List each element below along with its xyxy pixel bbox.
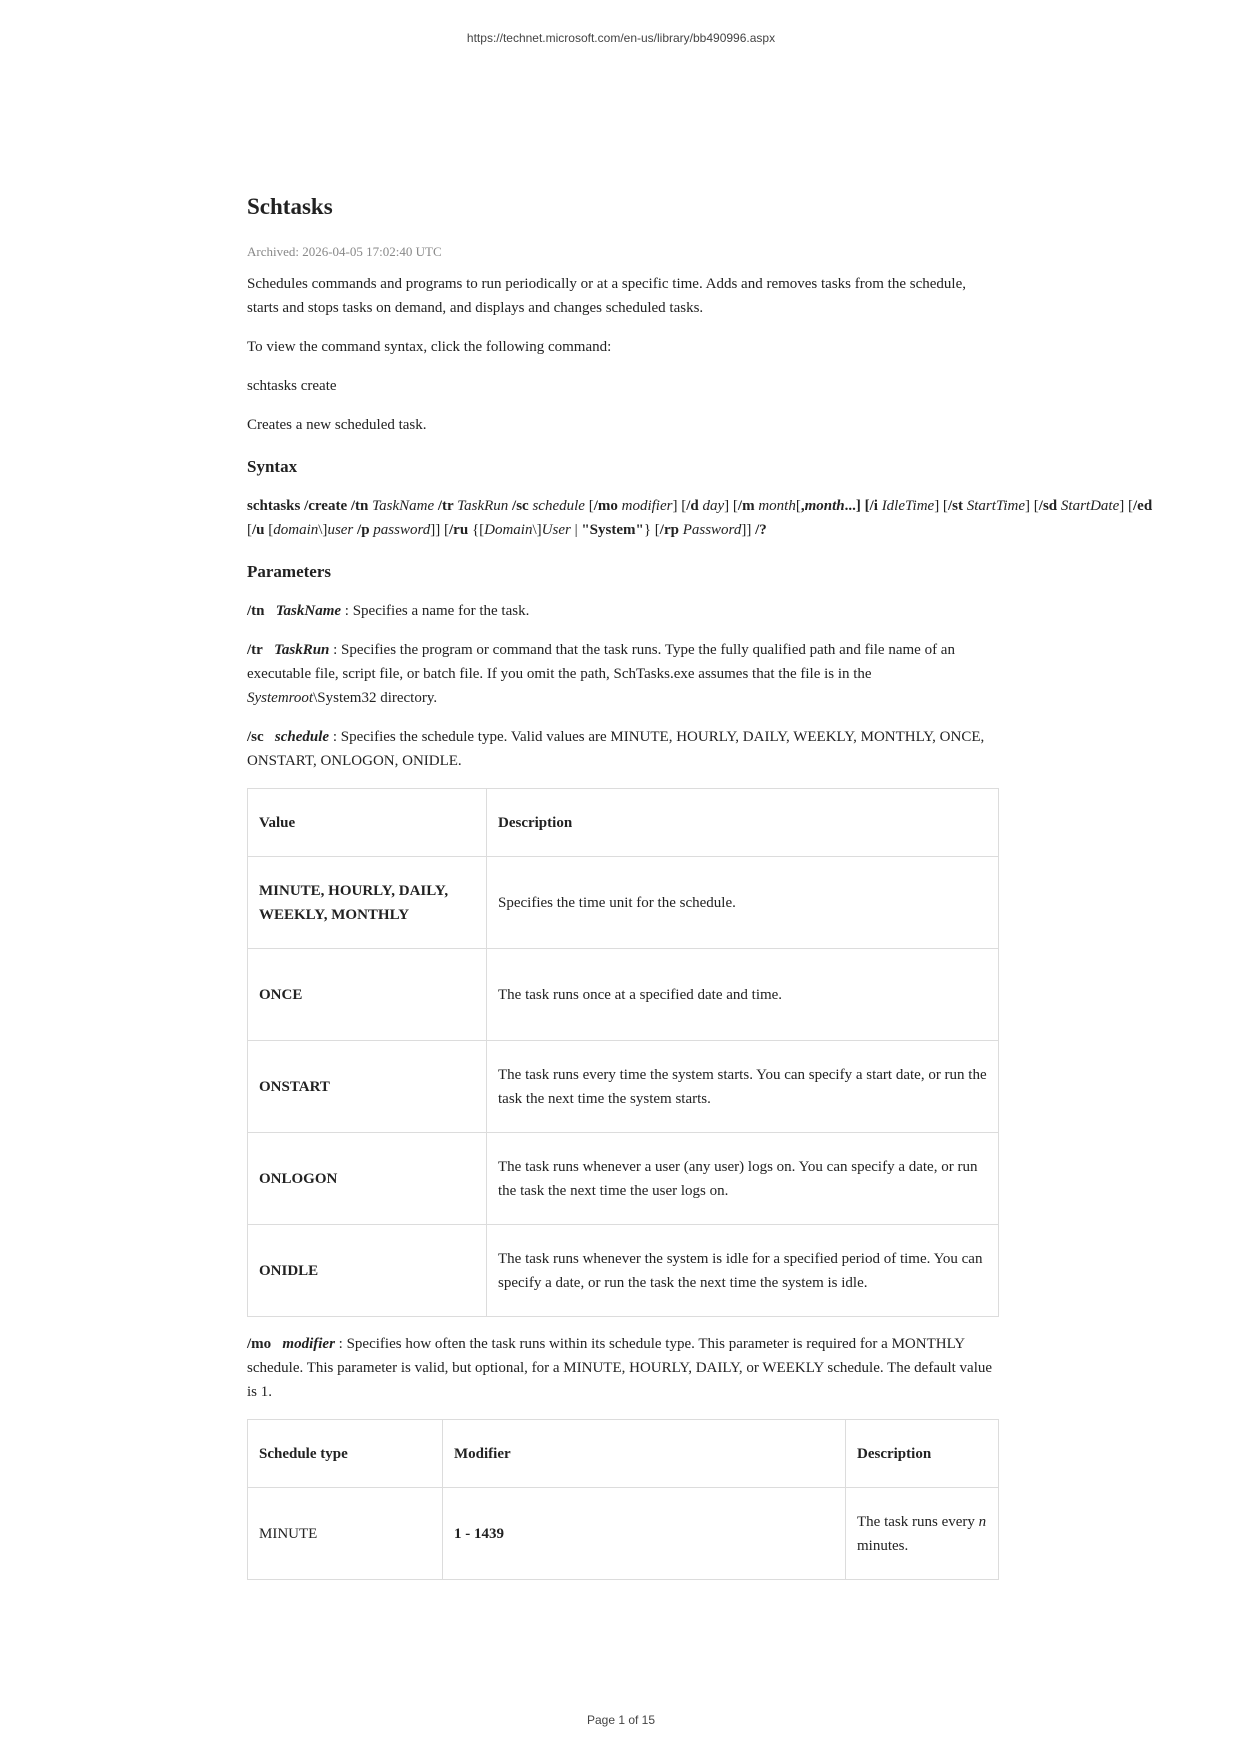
table-header: Modifier	[443, 1420, 846, 1488]
syntax-token: /u	[252, 522, 269, 538]
table-row	[248, 1225, 999, 1317]
syntax-token: schtasks /create /tn	[247, 498, 373, 514]
table-cell-description: The task runs once at a specified date and time.	[487, 949, 999, 1041]
syntax-token: /m	[737, 498, 759, 514]
syntax-token: /st	[947, 498, 967, 514]
param-desc: : Specifies the schedule type. Valid values are MINUTE, HOURLY, DAILY, WEEKLY, MONTHLY, ONCE, ONSTART, ONLOGON, ONIDLE.	[247, 729, 985, 769]
syntax-token: /sd	[1038, 498, 1061, 514]
syntax-token: [	[584, 498, 594, 514]
syntax-token: "System"	[581, 522, 644, 538]
syntax-token: /ru	[449, 522, 472, 538]
syntax-token: /tr	[434, 498, 458, 514]
schedule-table	[247, 788, 999, 1317]
param-path-rest: \System32 directory.	[313, 690, 438, 706]
intro-paragraph: Schedules commands and programs to run periodically or at a specific time. Adds and removes tasks from the schedule, starts and stops tasks on demand, and displays and changes scheduled tasks.	[247, 276, 966, 316]
table-cell-value: MINUTE, HOURLY, DAILY, WEEKLY, MONTHLY	[248, 857, 487, 949]
syntax-token: day	[702, 498, 725, 514]
syntax-token: } [	[643, 522, 660, 538]
syntax-token: /?	[755, 522, 767, 538]
syntax-token: user	[327, 522, 354, 538]
syntax-token: ]] [	[430, 522, 450, 538]
desc-post: minutes.	[857, 1537, 909, 1554]
syntax-heading: Syntax	[247, 457, 298, 476]
param-sc	[247, 725, 999, 773]
table-cell-description: The task runs whenever the system is idle for a specified period of time. You can specify a date, or run the task the next time the system is idle.	[487, 1225, 999, 1317]
syntax-token: Domain	[484, 522, 533, 538]
syntax-token: /sc	[508, 498, 533, 514]
table-cell-value: ONLOGON	[248, 1133, 487, 1225]
table-header: Schedule type	[248, 1420, 443, 1488]
table-cell-value: ONCE	[248, 949, 487, 1041]
syntax-token: TaskRun	[457, 498, 509, 514]
syntax-token: StartDate	[1060, 498, 1120, 514]
param-desc: : Specifies a name for the task.	[344, 603, 530, 619]
param-mo	[247, 1332, 999, 1404]
table-cell-description: The task runs every time the system starts. You can specify a start date, or run the task the next time the system starts.	[487, 1041, 999, 1133]
syntax-token: ] [	[934, 498, 948, 514]
table-cell-type: MINUTE	[248, 1488, 443, 1580]
table-cell-description	[846, 1488, 999, 1580]
param-name: TaskName	[275, 603, 342, 619]
syntax-token: schedule	[532, 498, 585, 514]
param-flag: /mo	[247, 1336, 272, 1352]
syntax-token: \]	[532, 522, 542, 538]
syntax-token: {[	[471, 522, 485, 538]
syntax-token: ]]	[741, 522, 756, 538]
command-link[interactable]: schtasks create	[247, 378, 337, 394]
syntax-token: IdleTime	[881, 498, 935, 514]
param-flag: /tr	[247, 642, 263, 658]
syntax-token: ...] [/i	[844, 498, 882, 514]
syntax-token: ] [	[724, 498, 738, 514]
syntax-token: [	[268, 522, 274, 538]
table-row	[248, 857, 999, 949]
syntax-token: ] [	[1025, 498, 1039, 514]
table-row	[248, 949, 999, 1041]
param-flag: /sc	[247, 729, 264, 745]
syntax-token: password	[373, 522, 431, 538]
table-header-row	[248, 789, 999, 857]
syntax-token: |	[570, 522, 582, 538]
syntax-token: \]	[318, 522, 328, 538]
table-cell-modifier: 1 - 1439	[443, 1488, 846, 1580]
table-cell-description: The task runs whenever a user (any user) logs on. You can specify a date, or run the task the next time the user logs on.	[487, 1133, 999, 1225]
syntax-token: domain	[273, 522, 319, 538]
table-cell-value: ONIDLE	[248, 1225, 487, 1317]
table-row	[248, 1041, 999, 1133]
table-header: Description	[846, 1420, 999, 1488]
syntax-token: ,	[800, 498, 805, 514]
syntax-token: /p	[353, 522, 374, 538]
syntax-token: StartTime	[966, 498, 1026, 514]
syntax-token: modifier	[621, 498, 673, 514]
syntax-token: /mo	[593, 498, 622, 514]
table-header: Description	[487, 789, 999, 857]
syntax-token: Password	[682, 522, 742, 538]
param-name: TaskRun	[274, 642, 330, 658]
article	[247, 190, 1153, 1595]
table-cell-value: ONSTART	[248, 1041, 487, 1133]
syntax-token: User	[541, 522, 571, 538]
syntax-token: [	[247, 522, 252, 538]
modifier-table	[247, 1419, 999, 1580]
syntax-token: TaskName	[372, 498, 435, 514]
syntax-token: ] [	[672, 498, 687, 514]
param-tn	[247, 599, 999, 623]
param-name: modifier	[282, 1336, 335, 1352]
syntax-token: ] [	[1119, 498, 1133, 514]
param-desc: : Specifies the program or command that the task runs. Type the fully qualified path and file name of an executable file, script file, or batch file. If you omit the path, SchTasks.exe assumes that the file is in the	[247, 642, 955, 682]
archived-date: Archived: 2026-04-05 17:02:40 UTC	[247, 244, 442, 259]
desc-italic: n	[978, 1513, 987, 1530]
param-path-italic: Systemroot	[247, 690, 314, 706]
syntax-token: /ed	[1133, 498, 1153, 514]
table-cell-description: Specifies the time unit for the schedule.	[487, 857, 999, 949]
page-number: Page 1 of 15	[586, 1713, 656, 1727]
param-tr	[247, 638, 999, 710]
source-url: https://technet.microsoft.com/en-us/library/bb490996.aspx	[466, 31, 776, 45]
parameters-heading: Parameters	[247, 562, 332, 581]
view-syntax-text: To view the command syntax, click the following command:	[247, 339, 612, 355]
param-flag: /tn	[247, 603, 265, 619]
command-description: Creates a new scheduled task.	[247, 417, 427, 433]
desc-pre: The task runs every	[857, 1513, 979, 1530]
param-name: schedule	[274, 729, 330, 745]
table-row	[248, 1133, 999, 1225]
syntax-token: month	[804, 498, 845, 514]
syntax-token: [	[795, 498, 801, 514]
table-row	[248, 1488, 999, 1580]
param-desc: : Specifies how often the task runs within its schedule type. This parameter is required for a MONTHLY schedule. This parameter is valid, but optional, for a MINUTE, HOURLY, DAILY, or WEEKLY schedule. The default value is 1.	[247, 1336, 993, 1400]
page-title: Schtasks	[247, 194, 333, 219]
table-header-row	[248, 1420, 999, 1488]
syntax-token: /d	[686, 498, 703, 514]
table-header: Value	[248, 789, 487, 857]
syntax-line	[247, 494, 1167, 542]
syntax-token: /rp	[659, 522, 683, 538]
syntax-token: month	[758, 498, 796, 514]
